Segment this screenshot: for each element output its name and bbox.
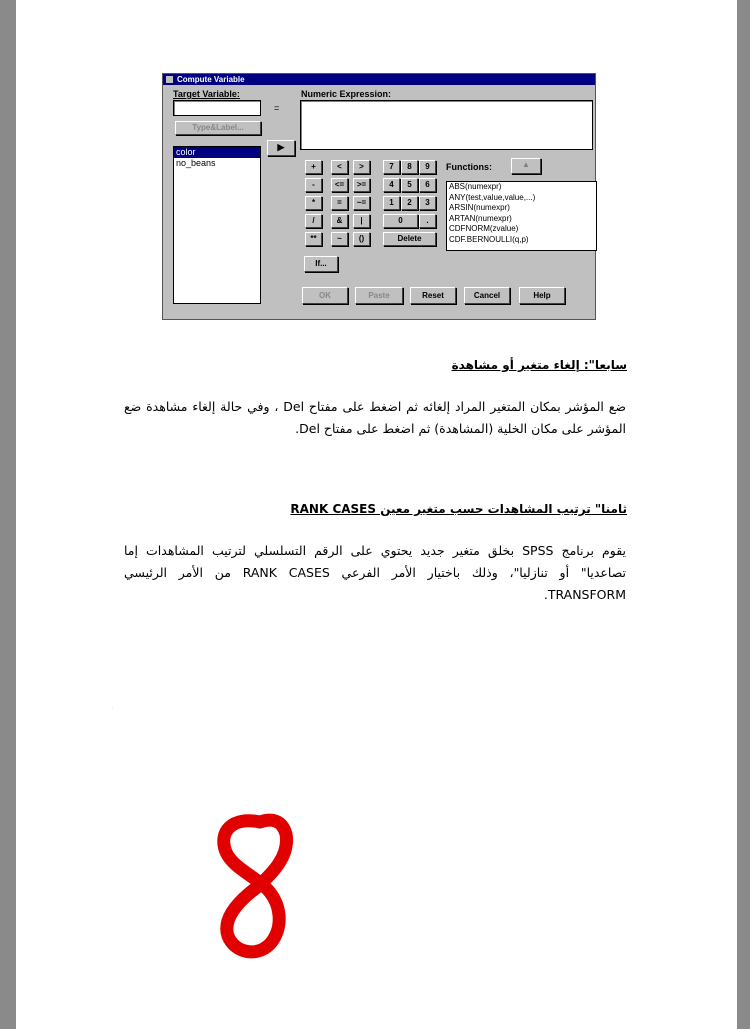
key-minus[interactable]: - [305,178,322,192]
function-item[interactable]: ARSIN(numexpr) [449,203,510,212]
target-variable-label: Target Variable: [173,89,240,99]
key-2[interactable]: 2 [401,196,418,210]
key-1[interactable]: 1 [383,196,400,210]
page-number-drawing [224,820,287,952]
key-power[interactable]: ** [305,232,322,246]
key-not-equal[interactable]: ~= [353,196,370,210]
key-not[interactable]: ~ [331,232,348,246]
variable-item-color[interactable]: color [174,147,260,158]
key-5[interactable]: 5 [401,178,418,192]
document-page [16,0,737,1029]
compute-variable-dialog [162,73,596,320]
key-divide[interactable]: / [305,214,322,228]
target-variable-input[interactable] [173,100,261,116]
key-and[interactable]: & [331,214,348,228]
page-number-8 [112,708,302,958]
function-item[interactable]: CDF.BERNOULLI(q,p) [449,234,529,244]
key-8[interactable]: 8 [401,160,418,174]
key-parentheses[interactable]: () [353,232,370,246]
if-button[interactable]: If... [304,256,338,272]
key-6[interactable]: 6 [419,178,436,192]
calculator-keypad [303,158,435,250]
paste-button[interactable]: Paste [355,287,403,304]
key-less-than[interactable]: < [331,160,348,174]
functions-up-button[interactable] [511,158,541,174]
page-number-text: 8 [112,708,113,709]
type-label-button[interactable]: Type&Label... [175,121,261,135]
key-plus[interactable]: + [305,160,322,174]
equals-sign: = [274,103,280,113]
section-8-heading: ثامنا" ترتيب المشاهدات حسب متغير معين RANK CASES [290,502,627,516]
section-7-text: ضع المؤشر بمكان المتغير المراد إلغائه ثم اضغط على مفتاح Del ، وفي حالة إلغاء مشاهدة ضع المؤشر على مكان الخلية (المشاهدة) ثم اضغط على مفتاح Del. [124,399,626,436]
cancel-button[interactable]: Cancel [464,287,510,304]
functions-label: Functions: [446,162,492,172]
key-7[interactable]: 7 [383,160,400,174]
ok-button[interactable]: OK [302,287,348,304]
functions-list[interactable] [446,181,597,251]
key-or[interactable]: | [353,214,370,228]
dialog-title: Compute Variable [177,75,245,84]
arrow-up-icon: ▲ [522,160,530,169]
key-multiply[interactable]: * [305,196,322,210]
key-greater-equal[interactable]: >= [353,178,370,192]
reset-button[interactable]: Reset [410,287,456,304]
function-item[interactable]: CDFNORM(zvalue) [449,224,519,233]
key-decimal[interactable]: . [419,214,436,228]
key-0[interactable]: 0 [383,214,418,228]
section-7-heading: سابعا": إلغاء متغير أو مشاهدة [451,358,627,372]
key-9[interactable]: 9 [419,160,436,174]
key-equal[interactable]: = [331,196,348,210]
key-delete[interactable]: Delete [383,232,436,246]
dialog-title-bar [163,74,595,85]
key-greater-than[interactable]: > [353,160,370,174]
move-variable-button[interactable] [267,140,295,156]
numeric-expression-label: Numeric Expression: [301,89,392,99]
function-item[interactable]: ARTAN(numexpr) [449,213,512,223]
system-menu-icon[interactable] [166,76,173,83]
numeric-expression-input[interactable] [300,100,593,150]
arrow-right-icon: ▶ [277,142,285,152]
help-button[interactable]: Help [519,287,565,304]
key-3[interactable]: 3 [419,196,436,210]
section-8-text: يقوم برنامج SPSS بخلق متغير جديد يحتوي على الرقم التسلسلي لترتيب المشاهدات إما تصاعديا" أو تنازليا"، وذلك باختيار الأمر الفرعي RANK CASES من الأمر الرئيسي TRANSFORM. [124,543,627,602]
function-item[interactable]: ANY(test,value,value,...) [449,192,536,202]
variable-item-no-beans[interactable]: no_beans [176,158,216,168]
key-4[interactable]: 4 [383,178,400,192]
variable-list[interactable] [173,146,261,304]
key-less-equal[interactable]: <= [331,178,348,192]
function-item[interactable]: ABS(numexpr) [449,182,502,191]
